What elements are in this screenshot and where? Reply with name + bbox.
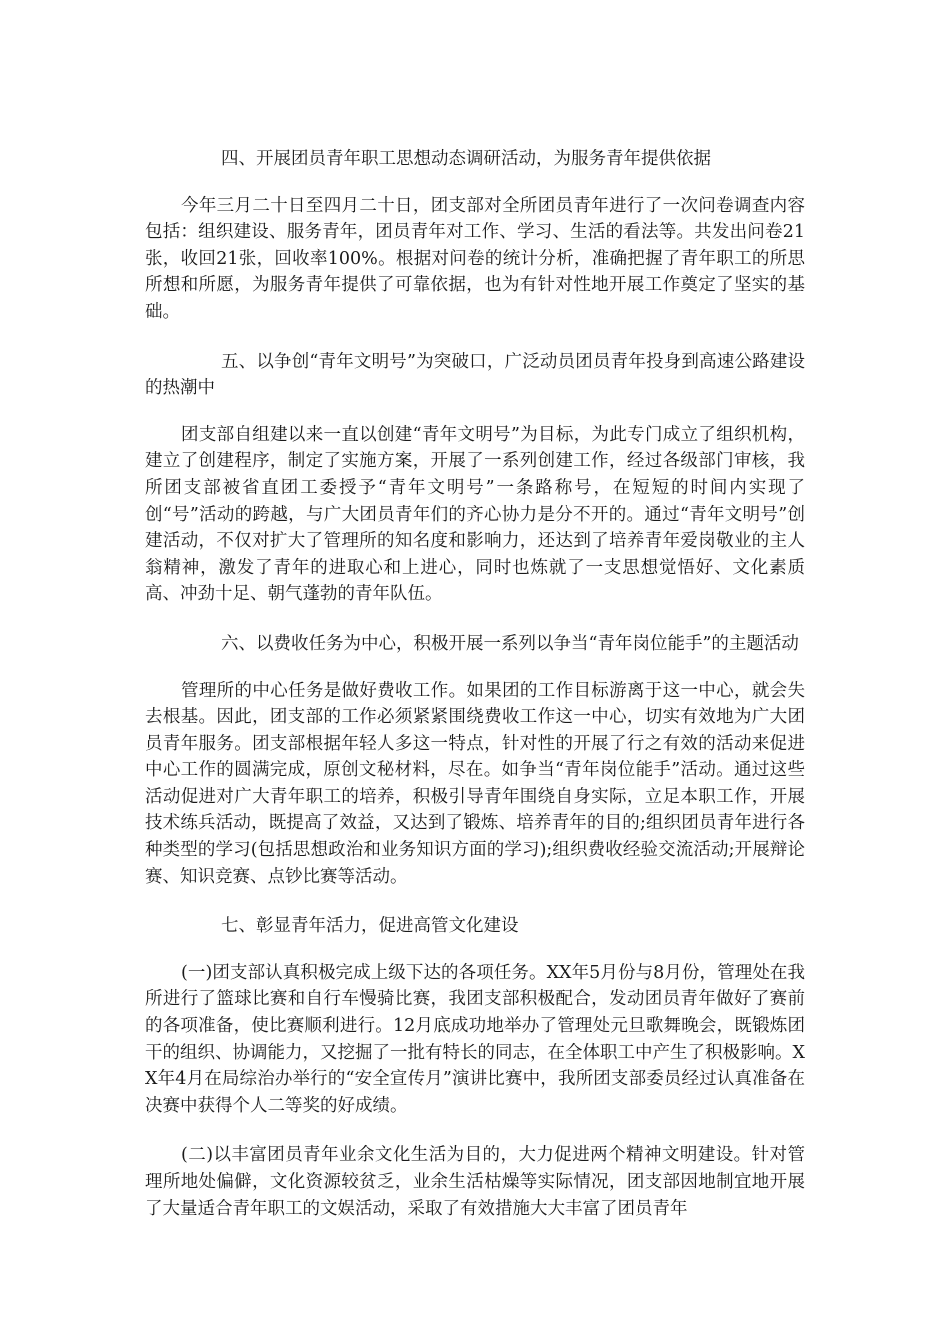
paragraph: (一)团支部认真积极完成上级下达的各项任务。XX年5月份与8月份，管理处在我所进行了篮球比赛和自行车慢骑比赛，我团支部积极配合，发动团员青年做好了赛前的各项准备，使比赛顺利进行。12月底成功地举办了管理处元旦歌舞晚会，既锻炼团干的组织、协调能力，又挖掘了一批有特长的同志，在全体职工中产生了积极影响。XX年4月在局综治办举行的“安全宣传月”演讲比赛中，我所团支部委员经过认真准备在决赛中获得个人二等奖的好成绩。 (145, 962, 805, 1116)
section-heading-4: 四、开展团员青年职工思想动态调研活动，为服务青年提供依据 (221, 149, 711, 169)
paragraph: 今年三月二十日至四月二十日，团支部对全所团员青年进行了一次问卷调查内容包括：组织建设、服务青年，团员青年对工作、学习、生活的看法等。共发出问卷21张，收回21张，回收率100%。根据对问卷的统计分析，准确把握了青年职工的所思所想和所愿，为服务青年提供了可靠依据，也为有针对性地开展工作奠定了坚实的基础。 (145, 195, 805, 322)
paragraph: 管理所的中心任务是做好费收工作。如果团的工作目标游离于这一中心，就会失去根基。因此，团支部的工作必须紧紧围绕费收工作这一中心，切实有效地为广大团员青年服务。团支部根据年轻人多这一特点，针对性的开展了行之有效的活动来促进中心工作的圆满完成，原创文秘材料，尽在。如争当“青年岗位能手”活动。通过这些活动促进对广大青年职工的培养，积极引导青年围绕自身实际，立足本职工作，开展技术练兵活动，既提高了效益，又达到了锻炼、培养青年的目的;组织团员青年进行各种类型的学习(包括思想政治和业务知识方面的学习);组织费收经验交流活动;开展辩论赛、知识竞赛、点钞比赛等活动。 (145, 680, 805, 887)
section-heading-6: 六、以费收任务为中心，积极开展一系列以争当“青年岗位能手”的主题活动 (221, 633, 799, 654)
document-page (145, 146, 805, 1222)
paragraph: (二)以丰富团员青年业余文化生活为目的，大力促进两个精神文明建设。针对管理所地处偏僻，文化资源较贫乏，业余生活枯燥等实际情况，团支部因地制宜地开展了大量适合青年职工的文娱活动，采取了有效措施大大丰富了团员青年 (145, 1145, 805, 1219)
section-heading-5: 五、以争创“青年文明号”为突破口，广泛动员团员青年投身到高速公路建设的热潮中 (145, 351, 805, 399)
paragraph: 团支部自组建以来一直以创建“青年文明号”为目标，为此专门成立了组织机构，建立了创建程序，制定了实施方案，开展了一系列创建工作，经过各级部门审核，我所团支部被省直团工委授予“青年文明号”一条路称号，在短短的时间内实现了创“号”活动的跨越，与广大团员青年们的齐心协力是分不开的。通过“青年文明号”创建活动，不仅对扩大了管理所的知名度和影响力，还达到了培养青年爱岗敬业的主人翁精神，激发了青年的进取心和上进心，同时也炼就了一支思想觉悟好、文化素质高、冲劲十足、朝气蓬勃的青年队伍。 (145, 424, 805, 605)
section-heading-7: 七、彰显青年活力，促进高管文化建设 (221, 916, 519, 937)
